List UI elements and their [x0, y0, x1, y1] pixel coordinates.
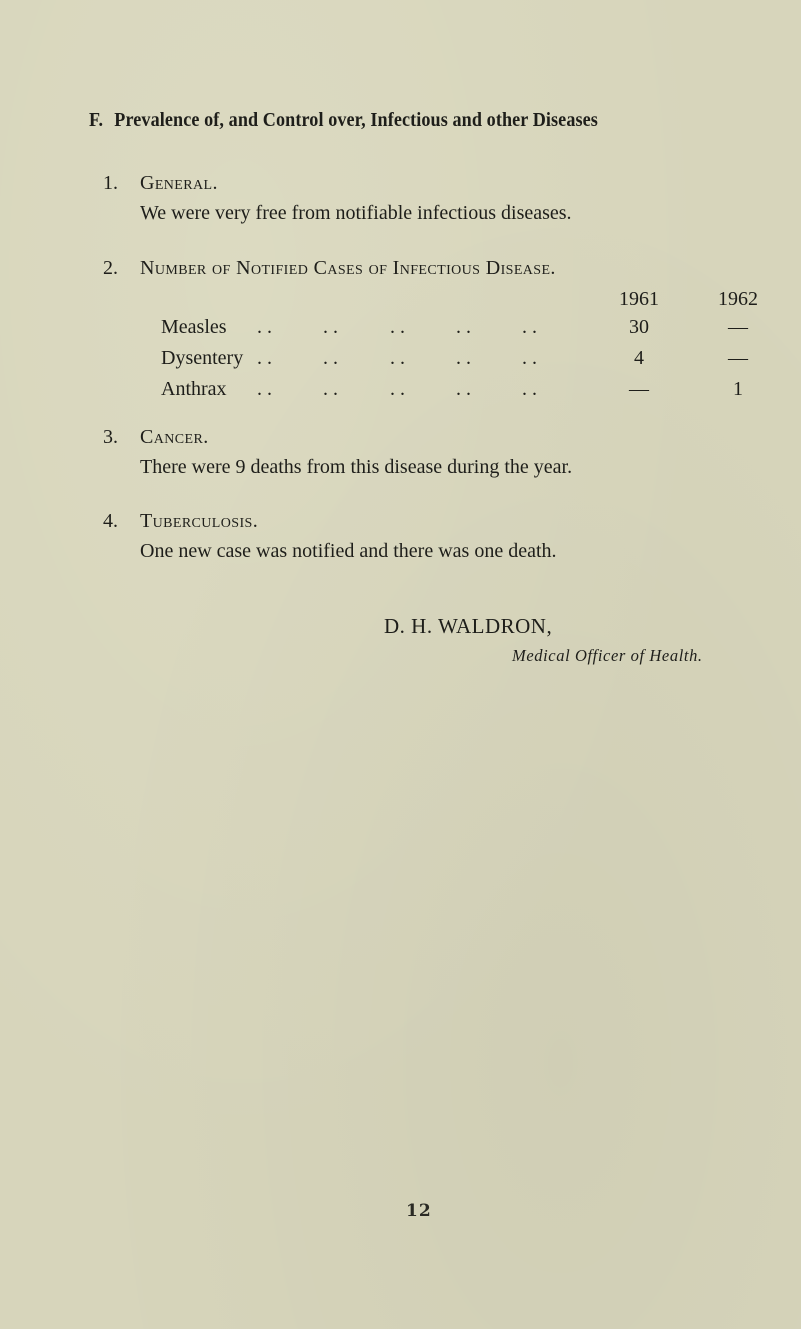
item-heading-tuberculosis: Tuberculosis. [140, 510, 259, 532]
item-number: 4. [103, 510, 118, 532]
item-heading-notified-cases: Number of Notified Cases of Infectious Disease. [140, 257, 556, 279]
item-heading-general: General. [140, 172, 218, 194]
leader-dots: . . [257, 378, 272, 400]
value-1961: — [629, 378, 649, 400]
item-number: 1. [103, 172, 118, 194]
section-title [89, 110, 598, 132]
table-row [0, 378, 801, 404]
section-title-text: Prevalence of, and Control over, Infectious and other Diseases [114, 110, 598, 131]
leader-dots: . . [456, 316, 471, 338]
leader-dots: . . [522, 316, 537, 338]
page-number: 12 [406, 1201, 432, 1221]
disease-name: Measles [161, 316, 227, 338]
value-1961: 30 [629, 316, 649, 338]
leader-dots: . . [456, 378, 471, 400]
leader-dots: . . [522, 378, 537, 400]
leader-dots: . . [390, 316, 405, 338]
disease-name: Dysentery [161, 347, 244, 369]
leader-dots: . . [522, 347, 537, 369]
item-body-cancer: There were 9 deaths from this disease during the year. [140, 456, 573, 478]
leader-dots: . . [257, 347, 272, 369]
value-1962: — [728, 316, 748, 338]
table-row [0, 316, 801, 342]
item-number: 3. [103, 426, 118, 448]
item-number: 2. [103, 257, 118, 279]
table-row [0, 347, 801, 373]
leader-dots: . . [390, 347, 405, 369]
item-heading-cancer: Cancer. [140, 426, 209, 448]
column-header-1961: 1961 [619, 288, 659, 310]
item-body-tuberculosis: One new case was notified and there was one death. [140, 540, 557, 562]
value-1962: — [728, 347, 748, 369]
leader-dots: . . [390, 378, 405, 400]
value-1961: 4 [634, 347, 644, 369]
disease-name: Anthrax [161, 378, 227, 400]
section-letter: F. [89, 110, 104, 131]
leader-dots: . . [323, 316, 338, 338]
signature-name: D. H. WALDRON, [384, 614, 553, 638]
signature-title: Medical Officer of Health. [512, 646, 703, 665]
leader-dots: . . [323, 378, 338, 400]
item-body-general: We were very free from notifiable infectious diseases. [140, 202, 572, 224]
column-header-1962: 1962 [718, 288, 758, 310]
leader-dots: . . [456, 347, 471, 369]
leader-dots: . . [323, 347, 338, 369]
leader-dots: . . [257, 316, 272, 338]
value-1962: 1 [733, 378, 743, 400]
